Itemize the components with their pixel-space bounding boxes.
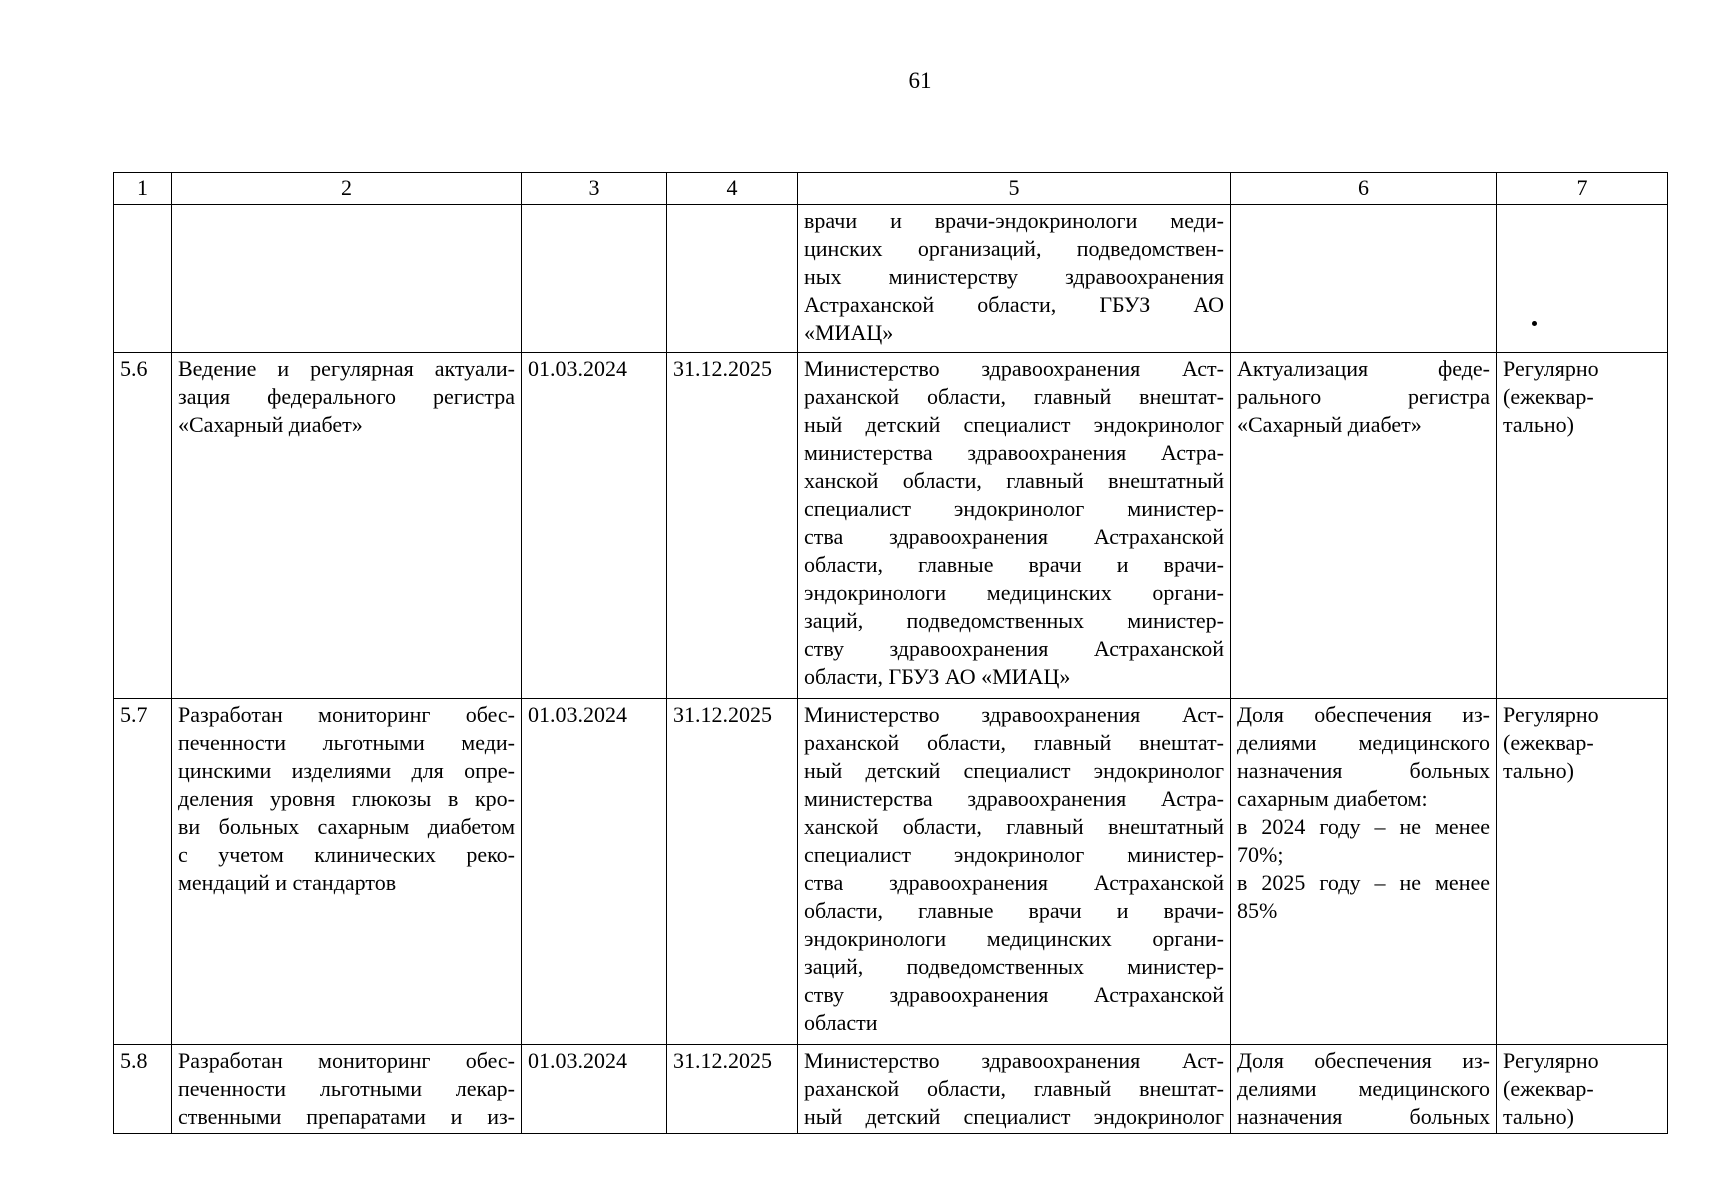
cell-frequency <box>1497 353 1668 699</box>
text-line: заций, подведомственных министер- <box>804 954 1224 979</box>
text-line: печенности льготными меди- <box>178 730 515 755</box>
text-line: ных министерству здравоохранения <box>804 264 1224 289</box>
table-row <box>114 1045 1668 1134</box>
text-line: сахарным диабетом: <box>1237 786 1428 811</box>
text-line: 85% <box>1237 898 1278 923</box>
text-line: (ежеквар- <box>1503 1076 1594 1101</box>
text-line: в 2024 году – не менее <box>1237 814 1490 839</box>
text-line: специалист эндокринолог министер- <box>804 842 1224 867</box>
text-line: ный детский специалист эндокринолог <box>804 412 1224 437</box>
column-header: 4 <box>667 173 798 205</box>
text-line: Актуализация феде- <box>1237 356 1490 381</box>
text-line: специалист эндокринолог министер- <box>804 496 1224 521</box>
text-line: Регулярно <box>1503 356 1599 381</box>
text-line: Регулярно <box>1503 1048 1599 1073</box>
table-row <box>114 699 1668 1045</box>
text-line: области, главные врачи и врачи- <box>804 898 1224 923</box>
cell-end <box>667 205 798 353</box>
text-line: Разработан мониторинг обес- <box>178 1048 515 1073</box>
text-line: эндокринологи медицинских органи- <box>804 580 1224 605</box>
column-header: 1 <box>114 173 172 205</box>
cell-start <box>522 205 667 353</box>
cell-number: 5.6 <box>114 353 172 699</box>
text-line: (ежеквар- <box>1503 730 1594 755</box>
cell-frequency <box>1497 205 1668 353</box>
cell-responsible <box>798 353 1231 699</box>
text-line: области, ГБУЗ АО «МИАЦ» <box>804 664 1071 689</box>
text-line: заций, подведомственных министер- <box>804 608 1224 633</box>
text-line: министерства здравоохранения Астра- <box>804 440 1224 465</box>
column-header: 5 <box>798 173 1231 205</box>
text-line: назначения больных <box>1237 1104 1490 1129</box>
text-line: ственными препаратами и из- <box>178 1104 515 1129</box>
text-line: 70%; <box>1237 842 1284 867</box>
text-line: области, главные врачи и врачи- <box>804 552 1224 577</box>
text-line: назначения больных <box>1237 758 1490 783</box>
cell-result <box>1231 205 1497 353</box>
text-line: делиями медицинского <box>1237 730 1490 755</box>
cell-name <box>172 699 522 1045</box>
cell-start: 01.03.2024 <box>522 1045 667 1134</box>
text-line: ви больных сахарным диабетом <box>178 814 515 839</box>
text-line: ханской области, главный внештатный <box>804 814 1224 839</box>
cell-result <box>1231 1045 1497 1134</box>
header-row <box>114 173 1668 205</box>
cell-result <box>1231 353 1497 699</box>
text-line: врачи и врачи-эндокринологи меди- <box>804 208 1224 233</box>
text-line: Ведение и регулярная актуали- <box>178 356 515 381</box>
text-line: рального регистра <box>1237 384 1490 409</box>
text-line: «МИАЦ» <box>804 320 894 345</box>
cell-name <box>172 1045 522 1134</box>
text-line: ный детский специалист эндокринолог <box>804 758 1224 783</box>
text-line: министерства здравоохранения Астра- <box>804 786 1224 811</box>
text-line: Регулярно <box>1503 702 1599 727</box>
column-header: 6 <box>1231 173 1497 205</box>
text-line: (ежеквар- <box>1503 384 1594 409</box>
text-line: делиями медицинского <box>1237 1076 1490 1101</box>
text-line: ства здравоохранения Астраханской <box>804 870 1224 895</box>
cell-responsible <box>798 205 1231 353</box>
page-number: 61 <box>908 68 932 93</box>
text-line: «Сахарный диабет» <box>1237 412 1422 437</box>
text-line: с учетом клинических реко- <box>178 842 515 867</box>
cell-end: 31.12.2025 <box>667 1045 798 1134</box>
text-line: тально) <box>1503 1104 1574 1129</box>
text-line: печенности льготными лекар- <box>178 1076 515 1101</box>
text-line: Министерство здравоохранения Аст- <box>804 702 1224 727</box>
text-line: Доля обеспечения из- <box>1237 702 1490 727</box>
text-line: Разработан мониторинг обес- <box>178 702 515 727</box>
text-line: тально) <box>1503 758 1574 783</box>
text-line: ству здравоохранения Астраханской <box>804 636 1224 661</box>
text-line: Астраханской области, ГБУЗ АО <box>804 292 1224 317</box>
cell-frequency <box>1497 1045 1668 1134</box>
text-line: деления уровня глюкозы в кро- <box>178 786 515 811</box>
cell-number: 5.8 <box>114 1045 172 1134</box>
text-line: мендаций и стандартов <box>178 870 397 895</box>
plan-table <box>113 172 1668 1134</box>
text-line: раханской области, главный внештат- <box>804 384 1224 409</box>
table-row <box>114 353 1668 699</box>
cell-responsible <box>798 1045 1231 1134</box>
text-line: эндокринологи медицинских органи- <box>804 926 1224 951</box>
column-header: 2 <box>172 173 522 205</box>
text-line: зация федерального регистра <box>178 384 515 409</box>
text-line: Министерство здравоохранения Аст- <box>804 1048 1224 1073</box>
cell-number: 5.7 <box>114 699 172 1045</box>
text-line: ству здравоохранения Астраханской <box>804 982 1224 1007</box>
cell-number <box>114 205 172 353</box>
column-header: 7 <box>1497 173 1668 205</box>
text-line: ства здравоохранения Астраханской <box>804 524 1224 549</box>
text-line: области <box>804 1010 878 1035</box>
text-line: раханской области, главный внештат- <box>804 1076 1224 1101</box>
text-line: раханской области, главный внештат- <box>804 730 1224 755</box>
dot-mark <box>1532 321 1537 326</box>
text-line: цинских организаций, подведомствен- <box>804 236 1224 261</box>
cell-start: 01.03.2024 <box>522 699 667 1045</box>
table-row-continuation <box>114 205 1668 353</box>
text-line: Доля обеспечения из- <box>1237 1048 1490 1073</box>
text-line: ный детский специалист эндокринолог <box>804 1104 1224 1129</box>
cell-end: 31.12.2025 <box>667 699 798 1045</box>
cell-start: 01.03.2024 <box>522 353 667 699</box>
text-line: цинскими изделиями для опре- <box>178 758 515 783</box>
cell-end: 31.12.2025 <box>667 353 798 699</box>
text-line: ханской области, главный внештатный <box>804 468 1224 493</box>
cell-name <box>172 205 522 353</box>
column-header: 3 <box>522 173 667 205</box>
text-line: в 2025 году – не менее <box>1237 870 1490 895</box>
cell-result <box>1231 699 1497 1045</box>
cell-name <box>172 353 522 699</box>
text-line: «Сахарный диабет» <box>178 412 363 437</box>
text-line: Министерство здравоохранения Аст- <box>804 356 1224 381</box>
cell-responsible <box>798 699 1231 1045</box>
cell-frequency <box>1497 699 1668 1045</box>
text-line: тально) <box>1503 412 1574 437</box>
